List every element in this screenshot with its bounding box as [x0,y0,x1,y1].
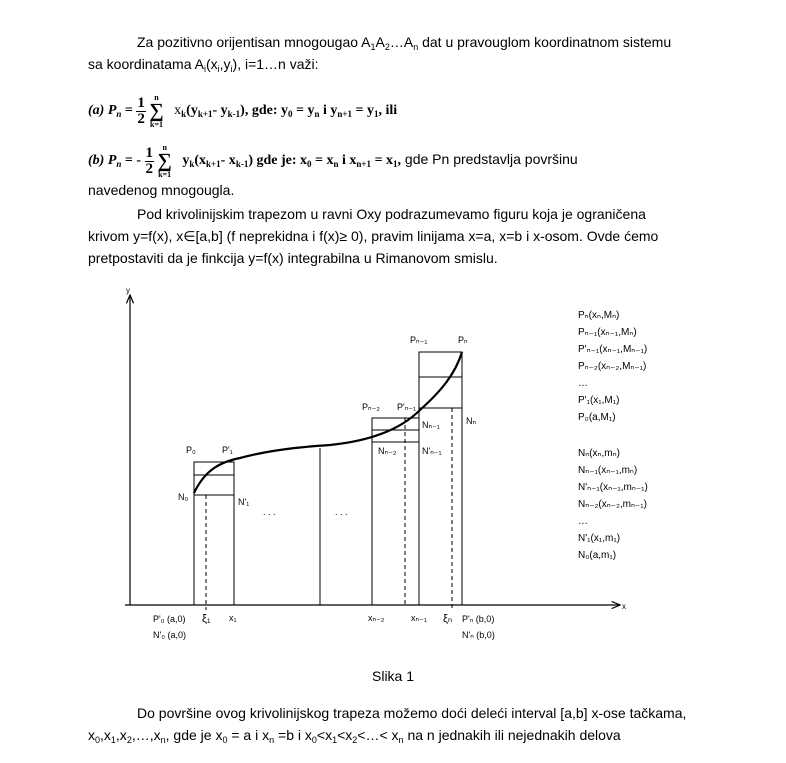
legend-item: P₀(a,M₁) [578,412,616,423]
label-P0p: P'₀ (a,0) [153,614,186,624]
legend-item: P'ₙ₋₁(xₙ₋₁,Mₙ₋₁) [578,344,648,355]
label-N1p: N'₁ [238,497,250,507]
formula-b-fraction: $\frac{1}{2}$ [145,144,154,177]
legend-item: Pₙ₋₁(xₙ₋₁,Mₙ) [578,327,637,338]
para1-line1: Za pozitivno orijentisan mnogougao $A_1A_2\dots A_n$ dat u pravouglom koordinatnom sistemu [137,34,672,52]
label-xi1: ξ₁ [202,613,211,625]
legend-item: N'₁(x₁,m₁) [578,533,621,544]
label-Pn2: Pₙ₋₂ [362,402,380,412]
para2-line1: navedenog mnogougla. [88,182,235,198]
para3-line2: $x_0,x_1,x_2,\dots,x_n$, gde je $x_0 = a$ i $x_n =b$ i $x_0<x_1<x_2<\dots< x_n$ na n jednakih ili nejednakih delova [88,727,621,745]
label-xin: ξₙ [443,613,453,625]
label-N0: N₀ [178,492,189,502]
legend-item: … [578,516,588,527]
label-N0p: N'₀ (a,0) [153,630,186,640]
label-x1: x₁ [229,613,237,623]
formula-a-fraction: $\frac{1}{2}$ [137,94,145,127]
para1-line2: sa koordinatama $A_i(x_i,y_i)$, i=1…n važi: [88,56,319,74]
formula-a: (a) $P_n$ = $\frac{1}{2}$ n ∑ k=1 $x_k(y_{k+1}-$ $y_{k-1}$), gde: $y_0 = y_n$ i $y_{n+1} = y_1$, ili [88,93,398,129]
para2-line2: Pod krivolinijskim trapezom u ravni Oxy podrazumevamo figuru koja je ograničena [137,206,646,222]
legend-item: Nₙ₋₂(xₙ₋₂,mₙ₋₁) [578,499,647,510]
label-Pn1p: P'ₙ₋₁ [397,402,417,412]
formula-b: (b) $P_n$ = - $\frac{1}{2}$ n ∑ k=1 $y_k(x_{k+1}-$ $x_{k-1}$) gde je: $x_0 = x_n$ i $x_{n+1} = x_1$, gde Pn predstavlja površinu [88,143,578,179]
legend-item: N'ₙ₋₁(xₙ₋₁,mₙ₋₁) [578,482,648,493]
legend-item: P'₁(x₁,M₁) [578,395,620,406]
figure-caption: Slika 1 [372,668,415,684]
label-xn2: xₙ₋₂ [368,613,385,623]
label-Nn1: Nₙ₋₁ [422,420,440,430]
label-Nn: Nₙ [466,416,477,426]
formula-b-sum: n ∑ k=1 [157,143,172,179]
para2-line4: pretpostaviti da je finkcija y=f(x) integrabilna u Rimanovom smislu. [88,250,498,266]
para3-line1: Do površine ovog krivolinijskog trapeza možemo doći deleći interval [a,b] x-ose tačkama, [137,705,687,721]
legend [578,310,648,561]
y-axis-label: y [126,286,130,295]
label-Nn1p: N'ₙ₋₁ [422,446,442,456]
x-axis-label: x [622,602,626,611]
label-dots-2: . . . [335,507,348,517]
legend-item: … [578,378,588,389]
para2-line3: krivom y=f(x), x∈[a,b] (f neprekidna i f(x)≥ 0), pravim linijama x=a, x=b i x-osom. Ovde ćemo [88,228,659,244]
legend-item: Pₙ₋₂(xₙ₋₂,Mₙ₋₁) [578,361,647,372]
label-Nnp: N'ₙ (b,0) [462,630,495,640]
label-P0: P₀ [186,445,196,455]
legend-item: Nₙ(xₙ,mₙ) [578,448,620,459]
legend-item: N₀(a,m₁) [578,550,617,561]
label-Pn: Pₙ [458,335,468,345]
formula-a-sum: n ∑ k=1 [149,93,164,129]
label-P1p: P'₁ [222,445,233,455]
label-xn1: xₙ₋₁ [411,613,427,623]
label-Pnp: P'ₙ (b,0) [462,614,495,624]
legend-item: Nₙ₋₁(xₙ₋₁,mₙ) [578,465,638,476]
label-Pn1: Pₙ₋₁ [410,335,428,345]
label-dots-1: . . . [263,507,276,517]
legend-item: Pₙ(xₙ,Mₙ) [578,310,620,321]
label-Nn2: Nₙ₋₂ [378,446,397,456]
